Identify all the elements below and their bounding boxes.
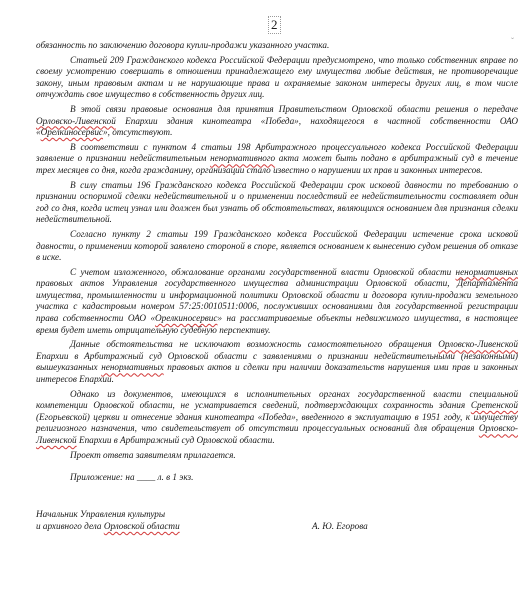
text-run: (Егорьевской) церкви и отнесение здания кинотеатра «Победа», введенного в эксплуатацию в 1951 году, к имуществу религиозного назначения, что свидетельствует об отсутствии процессуальных оснований для обращения [36, 411, 518, 434]
text-run: », отсутствуют. [103, 127, 173, 138]
flagged-word: ненормативных [455, 266, 518, 277]
flagged-word: Орелкиносервис [40, 127, 104, 138]
paragraph-p2 [36, 104, 518, 139]
text-run: Согласно пункту 2 статьи 199 Гражданского кодекса Российской Федерации истечение срока исковой давности, о применении которой заявлено стороной в споре, является основанием к вынесению судом решения об отказе в иске. [36, 228, 518, 263]
flagged-word: ненормативных [101, 362, 164, 373]
text-run: Статьей 209 Гражданского кодекса Российской Федерации предусмотрено, что только собственник вправе по своему усмотрению совершать в отношении принадлежащего ему имущества любые действия, не противоречащие закону, иным правовым актам и не нарушающие права и охраняемые законом интересы других лиц, в том числе отчуждать свое имущество в собственность других лиц. [36, 54, 518, 100]
flagged-word: Орелкиносервис [155, 313, 218, 324]
text-run: л. в 1 экз. [155, 472, 194, 483]
paragraph-p4 [36, 180, 518, 226]
text-run: правовых актов и сделки при наличии доказательств нарушения ими прав и законных интересов Епархии. [36, 362, 518, 385]
signature-position-line2 [36, 521, 516, 533]
text-run: В силу статьи 196 Гражданского кодекса Российской Федерации срок исковой давности по требованию о признании оспоримой сделки недействительной и о применении последствий ее недействительности составляет один год со дня, когда истец узнал или должен был узнать об обстоятельствах, являющихся основанием для признания сделки недействительной. [36, 179, 518, 225]
paragraph-p5 [36, 229, 518, 264]
paragraph-p3 [36, 142, 518, 177]
signature-block [36, 509, 516, 533]
text-run: обязанность по заключению договора купли-продажи указанного участка. [36, 40, 330, 50]
signature-position-line1: Начальник Управления культуры [36, 509, 166, 519]
paragraph-p10 [36, 472, 518, 484]
flagged-word: Орловско-Ливенской [36, 115, 116, 126]
text-run: С учетом изложенного, обжалование органами государственной власти Орловской области [70, 266, 456, 277]
text-run: Епархии в Арбитражный суд Орловской области с заявлениями о признании недействительными (незаконными) вышеуказанных [36, 350, 518, 373]
page-number[interactable]: 2 [268, 16, 281, 34]
signature-position-line2-text: и архивного дела [36, 520, 104, 531]
blank-field: ____ [136, 472, 156, 483]
signature-region: Орловской области [103, 520, 180, 531]
text-run: Однако из документов, имеющихся в исполнительных органах государственной власти специальной компетенции Орловской области, не усматривается сведений, подтверждающих сохранность здания [36, 388, 518, 411]
paragraph-p1 [36, 55, 518, 101]
paragraph-p9 [36, 450, 518, 462]
text-run: Епархии в Арбитражный суд Орловской области. [76, 435, 275, 445]
text-run: Проект ответа заявителям прилагается. [70, 449, 236, 460]
text-run: Приложение: на [70, 472, 137, 483]
flagged-word: Орловско-Ливенской [36, 423, 518, 445]
margin-mark: ˇ [511, 36, 514, 46]
document-body [36, 40, 518, 484]
text-run: В этой связи правовые основания для принятия Правительством Орловской области решения о передаче [70, 103, 518, 114]
signer-name: А. Ю. Егорова [312, 520, 368, 531]
paragraph-p6 [36, 267, 518, 337]
text-run: Данные обстоятельства не исключают возможность самостоятельного обращения [70, 339, 439, 350]
text-run: правовых актов Управления государственного имущества администрации Орловской области, Департамента имущества, промышленности и информационной политики Орловской области и договора купли-продажи земельного участка с кадастровым номером 57:25:0010511:0006, послуживших основаниями для государственной регистрации права собственности ОАО « [36, 278, 518, 324]
text-run: В соответствии с пунктом 4 статьи 198 Арбитражного процессуального кодекса Российской Федерации заявление о признании недействительным [36, 141, 518, 164]
flagged-word: ненормативного [210, 153, 276, 164]
text-run: Епархии здания кинотеатра «Победа», находящегося в частной собственности ОАО « [36, 115, 518, 138]
text-run: акта может быть подано в арбитражный суд в течение трех месяцев со дня, когда гражданину, организации стало известно о нарушении их прав и законных интересов. [36, 153, 518, 175]
paragraph-p7 [36, 339, 518, 385]
flagged-word: Сретенской [470, 400, 518, 411]
text-run: » на рассматриваемые объекты недвижимого имущества, в настоящее время будет иметь отрицательную судебную перспективу. [36, 313, 518, 335]
paragraph-p0 [36, 40, 518, 52]
flagged-word: Орловско-Ливенской [438, 339, 518, 350]
paragraph-p8 [36, 389, 518, 447]
